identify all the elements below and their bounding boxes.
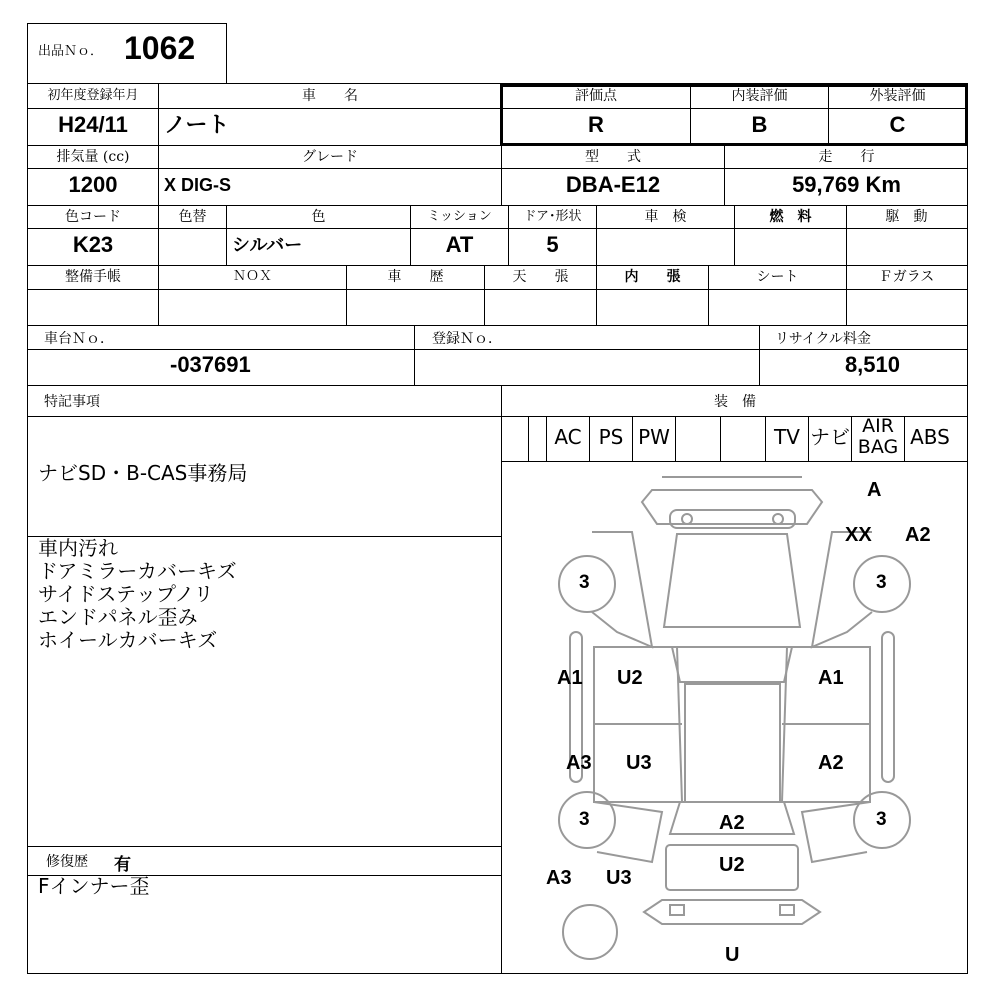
note-line: ホイールカバーキズ (38, 628, 218, 652)
repaint-label: 色替 (178, 209, 207, 225)
damage-mark: A1 (557, 667, 583, 689)
car-name-label: 車 名 (302, 88, 358, 104)
damage-mark: A2 (818, 752, 844, 774)
equipment-row (528, 416, 968, 462)
damage-mark: U3 (606, 867, 632, 889)
color-value: シルバー (232, 235, 303, 255)
seat-label: シート (756, 269, 799, 285)
manual-label: 整備手帳 (65, 269, 121, 285)
rule (27, 205, 968, 206)
damage-mark: A2 (719, 812, 745, 834)
rear-lamp-icon (670, 905, 684, 915)
tire-rating: 3 (876, 809, 887, 830)
equipment-abs: ABS (910, 425, 950, 449)
score-label: 評価点 (575, 88, 617, 104)
windshield-outline (672, 647, 792, 682)
note-line: 車内汚れ (38, 536, 118, 560)
tire-rating: 3 (579, 809, 590, 830)
damage-mark: U3 (626, 752, 652, 774)
repair-detail: Fインナー歪 (38, 874, 150, 898)
first-reg-label: 初年度登録年月 (47, 88, 139, 103)
equipment-label: 装 備 (714, 394, 756, 410)
damage-mark: A3 (546, 867, 572, 889)
equipment-ps: PS (589, 416, 632, 462)
lot-label: 出品Ｎｏ． (38, 44, 104, 59)
right-step-outline (882, 632, 894, 782)
color-label: 色 (311, 209, 326, 225)
color-code-value: K23 (72, 232, 114, 257)
equipment-slot (720, 416, 765, 462)
rule (27, 289, 968, 290)
notes-label: 特記事項 (44, 394, 100, 410)
recycle-label: リサイクル料金 (775, 331, 872, 347)
score-value: R (588, 112, 604, 137)
damage-mark: U2 (617, 667, 643, 689)
registration-label: 登録Ｎｏ． (432, 331, 502, 347)
damage-mark: U2 (719, 854, 745, 876)
doors-value: 5 (546, 232, 559, 257)
lot-number: 1062 (124, 30, 196, 66)
damage-mark: A1 (818, 667, 844, 689)
displacement-label: 排気量 (cc) (56, 149, 130, 165)
rule (27, 385, 968, 386)
notes-list (38, 537, 237, 652)
equipment-navi: ナビ (808, 416, 851, 462)
left-fender-outline (592, 532, 652, 647)
nox-label: ＮＯＸ (232, 269, 272, 284)
equipment-slot (528, 416, 546, 462)
displacement-value: 1200 (68, 172, 118, 197)
doors-label: ドア･形状 (523, 209, 582, 224)
ceiling-label: 天 張 (512, 269, 569, 285)
tire-rating: 3 (579, 572, 590, 593)
fog-lamp-icon (682, 514, 692, 524)
tire-rating: 3 (876, 572, 887, 593)
inspection-label: 車 検 (644, 209, 687, 225)
rule (414, 325, 415, 385)
note-line: サイドステップノリ (38, 582, 214, 606)
color-code-label: 色コード (65, 209, 121, 225)
fog-lamp-icon (773, 514, 783, 524)
grade-value: X DIG-S (164, 175, 232, 195)
equipment-slot (675, 416, 720, 462)
roof-outline (685, 684, 780, 802)
drive-label: 駆 動 (885, 209, 928, 225)
damage-mark: A3 (566, 752, 592, 774)
equipment-ac: AC (546, 416, 589, 462)
rule (27, 325, 968, 326)
equipment-airbag: AIR BAG (851, 416, 905, 462)
car-diagram (502, 462, 967, 973)
damage-mark: A2 (905, 524, 931, 546)
damage-mark: A (867, 479, 882, 501)
special-note: ナビSD・B-CAS事務局 (38, 461, 248, 485)
chassis-value: -037691 (170, 352, 251, 377)
right-rear-fender-outline (802, 802, 870, 862)
fuel-label: 燃 料 (769, 209, 812, 225)
mileage-value: 59,769 Km (792, 172, 901, 197)
damage-mark: U (725, 944, 740, 966)
exterior-score-value: C (889, 112, 906, 137)
note-line: ドアミラーカバーキズ (38, 559, 237, 583)
first-reg-value: H24/11 (58, 112, 128, 137)
lot-number-box (27, 23, 227, 83)
recycle-value: 8,510 (844, 352, 900, 377)
mission-value: AT (445, 232, 474, 257)
spare-tire-icon (563, 905, 617, 959)
right-fender-outline (812, 532, 872, 647)
rule (27, 846, 501, 847)
mileage-label: 走 行 (818, 149, 875, 165)
repair-value: 有 (114, 855, 131, 875)
damage-mark: XX (845, 524, 872, 546)
interior-score-label: 内装評価 (731, 88, 788, 104)
glass-label: Ｆガラス (878, 269, 935, 285)
rule (27, 265, 968, 266)
grille-outline (670, 510, 795, 528)
left-rear-fender-outline (594, 802, 662, 862)
hood-outline (664, 534, 800, 627)
interior-score-value: B (751, 112, 768, 137)
car-name-value: ノート (164, 112, 230, 137)
model-value: DBA-E12 (565, 172, 661, 197)
model-label: 型 式 (585, 149, 641, 165)
mission-label: ミッション (427, 209, 492, 224)
chassis-label: 車台Ｎｏ． (44, 331, 114, 347)
equipment-pw: PW (632, 416, 675, 462)
exterior-score-label: 外装評価 (869, 88, 926, 104)
note-line: エンドパネル歪み (38, 605, 198, 629)
equipment-tv: TV (765, 416, 808, 462)
rear-lamp-icon (780, 905, 794, 915)
repair-label: 修復歴 (46, 854, 88, 870)
interior-trim-label: 内 張 (624, 269, 681, 285)
history-label: 車 歴 (387, 269, 444, 285)
grade-label: グレード (302, 149, 358, 165)
